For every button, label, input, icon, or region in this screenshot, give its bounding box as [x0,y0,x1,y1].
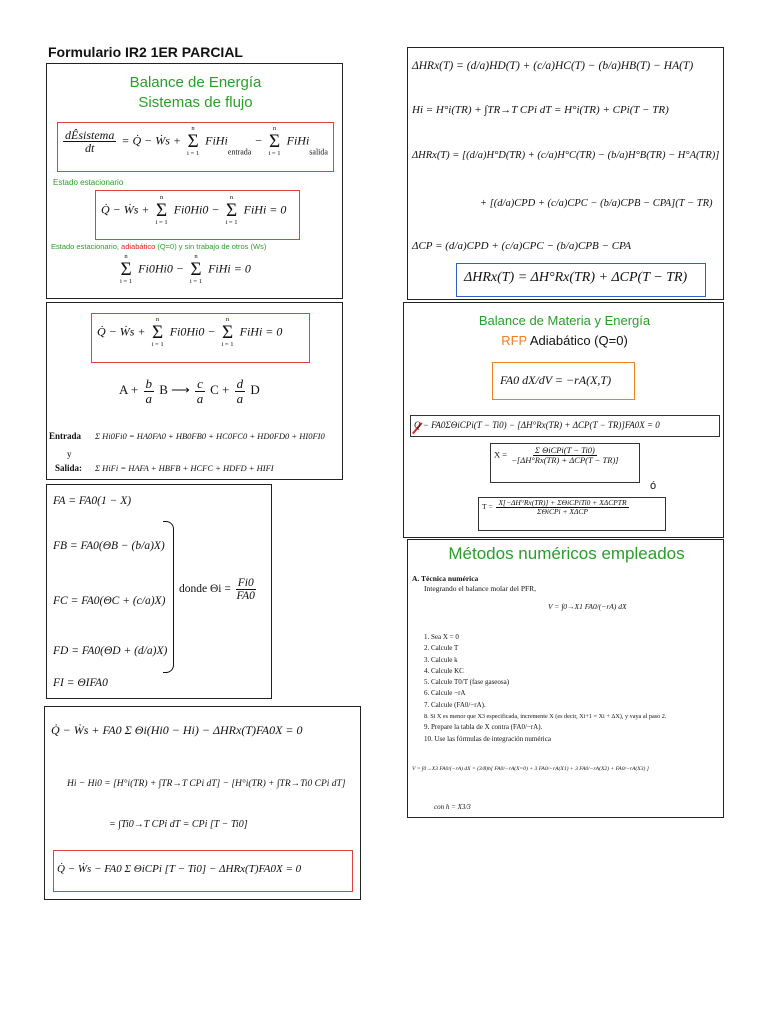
step-item: 6. Calcule −rA [424,689,466,698]
step-item: 4. Calcule KC [424,666,464,675]
energy-balance-equation: Q̇ − Ẇs + n Σ i = 1 Fi0Hi0 − n Σ i = 1 FiHi = 0 [97,316,283,348]
final-energy-balance: Q̇ − Ẇs − FA0 Σ ΘiCPi [T − Ti0] − ΔHRx(T)FA0X = 0 [57,863,302,875]
balance-equation: Q − FA0ΣΘiCPi(T − Ti0) − [ΔH°Rx(TR) + ΔCP(T − TR)]FA0X = 0 [414,420,660,430]
simpson-formula: V = ∫0→X3 FA0/(−rA) dX = (3/8)h[ FA0/−rA(X=0) + 3 FA0/−rA(X1) + 3 FA0/−rA(X2) + FA0/−rA(X3) ] [412,766,649,772]
y-label: y [67,449,72,459]
panel-heat-of-reaction [407,47,724,300]
steady-state-equation: Q̇ − Ẇs + n Σ i = 1 Fi0Hi0 − n Σ i = 1 FiHi = 0 [101,194,287,226]
temperature-equation: T = $\frac{\text{X[−ΔH°Rx(TR)] + ΣΘiCPiTi0 + XΔCPTR}}{\text{ΣΘiCPi + XΔCP}}$ [482,498,627,516]
step-item: 2. Calcule T [424,644,459,653]
general-energy-balance: $\frac{\text{dÊsistema}}{dt}$ = Q̇ − Ẇs + n Σ i = 1 FiHi$_{entrada}$ − n Σ i = 1 FiHi$_{salida}$ [65,125,328,157]
panel1-subtitle: Sistemas de flujo [138,94,253,111]
delta-cp: ΔCP = (d/a)CPD + (c/a)CPC − (b/a)CPB − CPA [412,240,632,252]
step-item: 1. Sea X = 0 [424,633,459,641]
label-adiabatic: Estado estacionario, adiabático (Q=0) y sin trabajo de otros (Ws) [51,242,267,251]
or-label: ó [650,480,657,492]
step-item: 10. Use las fórmulas de integración numérica [424,734,551,743]
panel-reaction-enthalpies [46,302,343,480]
design-equation: FA0 dX/dV = −rA(X,T) [500,373,612,387]
enthalpy-difference-simplified: = ∫Ti0→T CPi dT = CPi [T − Ti0] [109,819,248,830]
heat-of-reaction-final: ΔHRx(T) = ΔH°Rx(TR) + ΔCP(T − TR) [464,270,688,285]
panel7-title: Métodos numéricos empleados [448,544,685,563]
enthalpy-i: Hi = H°i(TR) + ∫TR→T CPi dT = H°i(TR) + CPi(T − TR) [412,104,669,116]
label-steady-state: Estado estacionario [53,178,124,187]
fc-equation: FC = FA0(ΘC + (c/a)X) [53,595,166,607]
panel-numerical-methods [407,539,724,818]
panel6-subtitle: RFP Adiabático (Q=0) [501,333,628,348]
enthalpy-difference: Hi − Hi0 = [H°i(TR) + ∫TR→T CPi dT] − [H°i(TR) + ∫TR→Ti0 CPi dT] [67,779,346,789]
panel6-title: Balance de Materia y Energía [478,313,651,328]
step-item: 5. Calcule T0/T (fase gaseosa) [424,678,510,687]
fi-equation: FI = ΘIFA0 [53,677,108,689]
panel-mass-energy-balance [403,302,724,538]
step-item: 3. Calcule k [424,655,458,664]
step-item: 8. Si X es menor que X3 especificada, incremente X (es decir, Xi+1 = Xi + ΔX), y vaya al paso 2. [424,713,667,721]
right-brace [163,521,174,673]
heat-of-reaction-expanded: ΔHRx(T) = [(d/a)H°D(TR) + (c/a)H°C(TR) − (b/a)H°B(TR) − H°A(TR)] [412,150,720,161]
energy-equation-1: Q̇ − Ẇs + FA0 Σ Θi(Hi0 − Hi) − ΔHRx(T)FA0X = 0 [51,723,303,737]
step-item: 7. Calcule (FA0/−rA). [424,700,486,709]
entrada-equation: Σ Hi0Fi0 = HA0FA0 + HB0FB0 + HC0FC0 + HD0FD0 + HI0FI0 [95,431,325,441]
entrada-label: Entrada [49,431,82,441]
panel1-title: Balance de Energía [129,74,262,91]
step-item: 9. Prepare la tabla de X contra (FA0/−rA). [424,723,543,732]
reaction-equation: A + $\frac{b}{a}$ B ⟶ $\frac{c}{a}$ C + $\frac{d}{a}$ D [119,376,260,406]
step-size: con h = X3/3 [434,803,471,811]
numerical-steps [424,632,722,745]
salida-equation: Σ HiFi = HAFA + HBFB + HCFC + HDFD + HIFI [95,463,274,473]
numerical-intro: Integrando el balance molar del PFR, [424,584,537,593]
pfr-integral: V = ∫0→X1 FA0/(−rA) dX [548,602,627,611]
adiabatic-equation: n Σ i = 1 Fi0Hi0 − n Σ i = 1 FiHi = 0 [120,253,251,285]
heat-of-reaction-cp-terms: + [(d/a)CPD + (c/a)CPC − (b/a)CPB − CPA](T − TR) [480,198,713,209]
fd-equation: FD = FA0(ΘD + (d/a)X) [53,645,168,657]
page-title: Formulario IR2 1ER PARCIAL [48,44,243,60]
panel-energy-derivation [44,706,361,900]
theta-definition: donde Θi = $\frac{Fi0}{FA0}$ [179,577,255,603]
salida-label: Salida: [55,463,83,473]
fa-equation: FA = FA0(1 − X) [53,495,132,507]
conversion-equation: X = $\frac{\text{Σ ΘiCPi(T − Ti0)}}{\text{−[ΔH°Rx(TR) + ΔCP(T − TR)]}}$ [494,445,619,465]
panel-molar-flows [46,484,272,699]
heat-of-reaction-def: ΔHRx(T) = (d/a)HD(T) + (c/a)HC(T) − (b/a)HB(T) − HA(T) [412,60,694,72]
panel-energy-balance-flow [46,63,343,299]
numerical-section-title: A. Técnica numérica [412,574,479,583]
fb-equation: FB = FA0(ΘB − (b/a)X) [53,540,165,552]
